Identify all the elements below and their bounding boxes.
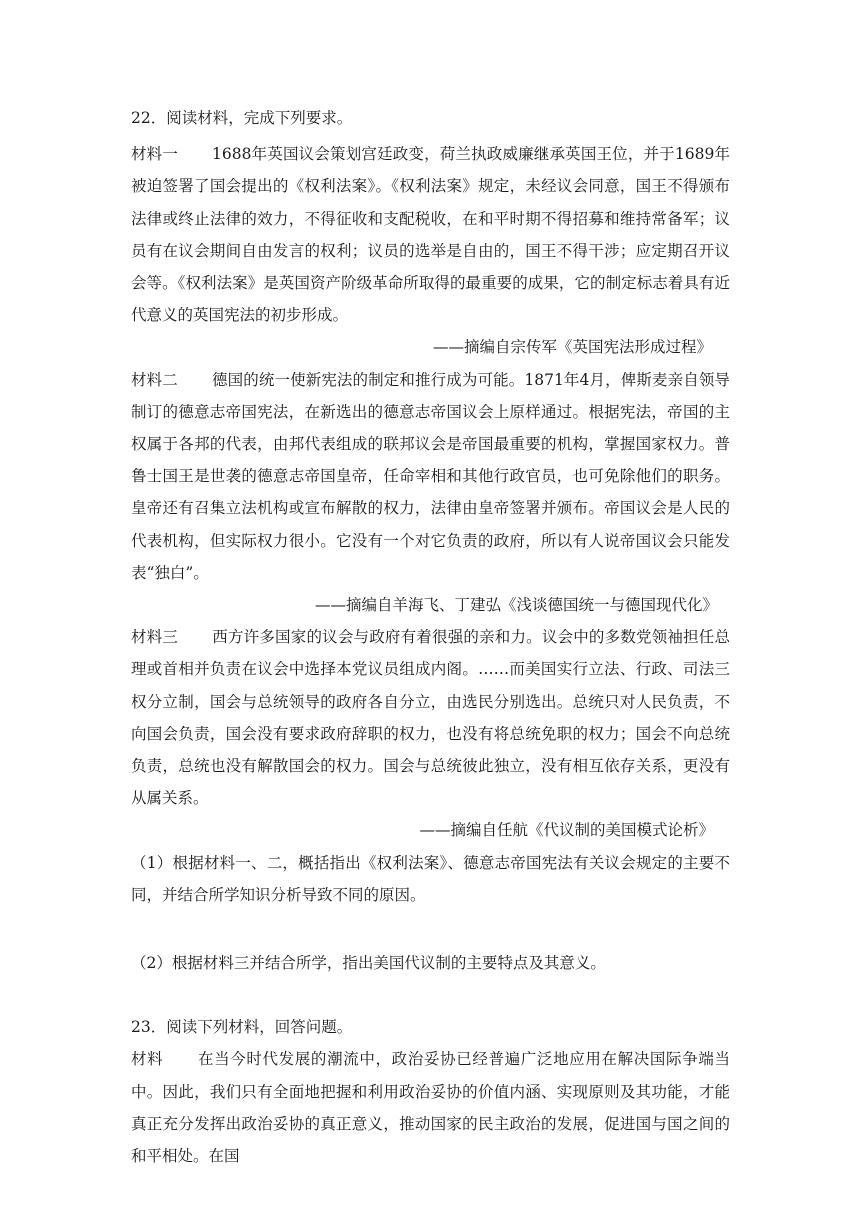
material-1-source: ——摘编自宗传军《英国宪法形成过程》 <box>432 338 712 357</box>
material-1-text: 1688年英国议会策划宫廷政变，荷兰执政威廉继承英国王位，并于1689年被迫签署了国会提出的《权利法案》。《权利法案》规定，未经议会同意，国王不得颁布法律或终止法律的效力，不得征收和支配税收，在和平时期不得招募和维持常备军；议员有在议会期间自由发言的权利；议员的选举是自由的，国王不得干涉；应定期召开议会等。《权利法案》是英国资产阶级革命所取得的最重要的成果，它的制定标志着具有近代意义的英国宪法的初步形成。 <box>131 145 730 325</box>
material-2-source: ——摘编自羊海飞、丁建弘《浅谈德国统一与德国现代化》 <box>314 596 718 615</box>
question-22-title: 22．阅读材料，完成下列要求。 <box>131 109 353 127</box>
material-23-text: 在当今时代发展的潮流中，政治妥协已经普遍广泛地应用在解决国际争端当中。因此，我们只有全面地把握和利用政治妥协的价值内涵、实现原则及其功能，才能真正充分发挥出政治妥协的真正意义，推动国家的民主政治的发展，促进国与国之间的和平相处。在国 <box>131 1050 730 1166</box>
answer-space-2 <box>131 979 730 1011</box>
material-3-text: 西方许多国家的议会与政府有着很强的亲和力。议会中的多数党领袖担任总理或首相并负责在议会中选择本党议员组成内阁。……而美国实行立法、行政、司法三权分立制，国会与总统领导的政府各自分立，由选民分别选出。总统只对人民负责，不向国会负责，国会没有要求政府辞职的权力，也没有将总统免职的权力；国会不向总统负责，总统也没有解散国会的权力。国会与总统彼此独立，没有相互依存关系，更没有从属关系。 <box>131 628 730 808</box>
material-3 <box>131 621 730 814</box>
material-3-label: 材料三 <box>131 628 179 647</box>
sub-question-1 <box>131 847 730 911</box>
answer-space-1 <box>131 911 730 947</box>
sub-question-1-text: （1）根据材料一、二，概括指出《权利法案》、德意志帝国宪法有关议会规定的主要不同，并结合所学知识分析导致不同的原因。 <box>131 853 730 904</box>
question-23-title: 23．阅读下列材料，回答问题。 <box>131 1018 353 1037</box>
material-1 <box>131 138 730 331</box>
material-2-label: 材料二 <box>131 370 178 389</box>
sub-question-2: （2）根据材料三并结合所学，指出美国代议制的主要特点及其意义。 <box>131 954 606 973</box>
material-23 <box>131 1043 730 1172</box>
material-3-source: ——摘编自任航《代议制的美国模式论析》 <box>419 821 714 840</box>
material-2 <box>131 364 730 589</box>
material-2-text: 德国的统一使新宪法的制定和推行成为可能。1871年4月，俾斯麦亲自领导制订的德意志帝国宪法，在新选出的德意志帝国议会上原样通过。根据宪法，帝国的主权属于各邦的代表，由邦代表组成的联邦议会是帝国最重要的机构，掌握国家权力。普鲁士国王是世袭的德意志帝国皇帝，任命宰相和其他行政官员，也可免除他们的职务。皇帝还有召集立法机构或宣布解散的权力，法律由皇帝签署并颁布。帝国议会是人民的代表机构，但实际权力很小。它没有一个对它负责的政府，所以有人说帝国议会只能发表“独白”。 <box>131 370 730 582</box>
document-page <box>131 106 730 1172</box>
material-1-label: 材料一 <box>131 145 179 164</box>
material-23-label: 材料 <box>131 1050 164 1069</box>
